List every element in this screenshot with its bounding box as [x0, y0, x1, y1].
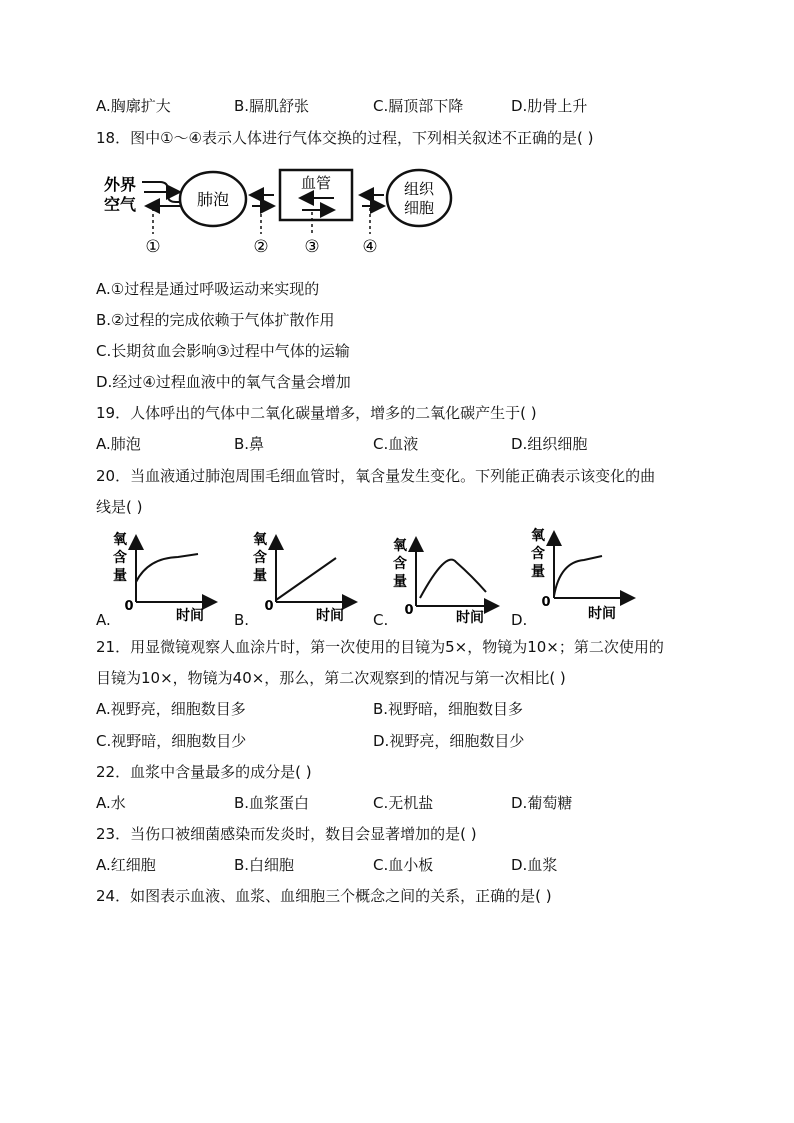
q20-option-a: A. — [96, 611, 111, 629]
q19-option-d: D.组织细胞 — [511, 435, 588, 453]
svg-text:含: 含 — [253, 550, 267, 566]
curve-d — [554, 556, 602, 596]
q23-option-c: C.血小板 — [373, 856, 434, 874]
q20-option-d: D. — [511, 611, 528, 629]
q20-graph-b — [236, 530, 366, 626]
q21-option-d: D.视野亮，细胞数目少 — [373, 732, 525, 750]
svg-text:氧: 氧 — [253, 532, 267, 548]
alveoli-label: 肺泡 — [196, 190, 230, 209]
q19-option-b: B.鼻 — [234, 435, 265, 453]
marker-1: ① — [145, 237, 161, 257]
svg-text:0: 0 — [264, 599, 274, 614]
q21-option-c: C.视野暗，细胞数目少 — [96, 732, 247, 750]
svg-text:时间: 时间 — [176, 608, 204, 624]
svg-text:0: 0 — [124, 599, 134, 614]
q18-option-b: B.②过程的完成依赖于气体扩散作用 — [96, 311, 335, 329]
q19-option-c: C.血液 — [373, 435, 419, 453]
outside-air-label-1: 外界 — [104, 175, 137, 194]
svg-text:氧: 氧 — [393, 538, 407, 554]
svg-text:量: 量 — [393, 574, 407, 590]
svg-text:量: 量 — [253, 568, 267, 584]
q20-graph-d — [516, 526, 646, 626]
marker-4: ④ — [362, 237, 378, 257]
svg-text:含: 含 — [393, 556, 407, 572]
svg-text:0: 0 — [404, 603, 414, 618]
svg-text:量: 量 — [113, 568, 127, 584]
q20-graph-c — [376, 530, 506, 626]
svg-text:时间: 时间 — [316, 608, 344, 624]
tissue-circle — [387, 170, 451, 226]
q22-stem: 22．血浆中含量最多的成分是( ) — [96, 763, 312, 781]
tissue-label-1: 组织 — [403, 180, 435, 198]
q20-graph-a — [96, 530, 226, 626]
q22-option-d: D.葡萄糖 — [511, 794, 573, 812]
q23-option-a: A.红细胞 — [96, 856, 156, 874]
q21-stem-line2: 目镜为10×，物镜为40×，那么，第二次观察到的情况与第一次相比( ) — [96, 669, 566, 687]
tissue-label-2: 细胞 — [403, 199, 435, 217]
q22-option-c: C.无机盐 — [373, 794, 434, 812]
q18-option-a: A.①过程是通过呼吸运动来实现的 — [96, 280, 320, 298]
q19-stem: 19．人体呼出的气体中二氧化碳量增多，增多的二氧化碳产生于( ) — [96, 404, 537, 422]
svg-text:氧: 氧 — [113, 532, 127, 548]
q20-option-b: B. — [234, 611, 250, 629]
outside-air-label-2: 空气 — [104, 195, 137, 214]
svg-text:氧: 氧 — [531, 528, 545, 544]
q18-option-d: D.经过④过程血液中的氧气含量会增加 — [96, 373, 351, 391]
q17-option-a: A.胸廓扩大 — [96, 97, 171, 115]
q21-stem-line1: 21．用显微镜观察人血涂片时，第一次使用的目镜为5×，物镜为10×；第二次使用的 — [96, 638, 664, 656]
q19-option-a: A.肺泡 — [96, 435, 141, 453]
marker-3: ③ — [304, 237, 320, 257]
q24-stem: 24．如图表示血液、血浆、血细胞三个概念之间的关系，正确的是( ) — [96, 887, 552, 905]
q23-option-b: B.白细胞 — [234, 856, 295, 874]
q18-stem: 18．图中①～④表示人体进行气体交换的过程，下列相关叙述不正确的是( ) — [96, 129, 594, 147]
q21-option-b: B.视野暗，细胞数目多 — [373, 700, 524, 718]
q21-option-a: A.视野亮，细胞数目多 — [96, 700, 246, 718]
q20-stem-line1: 20．当血液通过肺泡周围毛细血管时，氧含量发生变化。下列能正确表示该变化的曲 — [96, 467, 656, 485]
q18-option-c: C.长期贫血会影响③过程中气体的运输 — [96, 342, 350, 360]
q23-option-d: D.血浆 — [511, 856, 558, 874]
vessel-label: 血管 — [300, 174, 332, 192]
q17-option-d: D.肋骨上升 — [511, 97, 588, 115]
q17-option-c: C.膈顶部下降 — [373, 97, 464, 115]
q17-option-b: B.膈肌舒张 — [234, 97, 310, 115]
curve-a — [136, 554, 198, 582]
q22-option-b: B.血浆蛋白 — [234, 794, 310, 812]
svg-text:时间: 时间 — [588, 606, 616, 622]
svg-text:含: 含 — [113, 550, 127, 566]
svg-text:时间: 时间 — [456, 610, 484, 626]
q20-stem-line2: 线是( ) — [96, 498, 143, 516]
svg-text:含: 含 — [531, 546, 545, 562]
q20-option-c: C. — [373, 611, 389, 629]
q23-stem: 23．当伤口被细菌感染而发炎时，数目会显著增加的是( ) — [96, 825, 477, 843]
curve-c — [420, 560, 486, 598]
svg-text:量: 量 — [531, 564, 545, 580]
svg-text:0: 0 — [541, 595, 551, 610]
curve-b — [276, 558, 336, 600]
marker-2: ② — [253, 237, 269, 257]
gas-exchange-diagram — [98, 162, 458, 260]
q22-option-a: A.水 — [96, 794, 126, 812]
